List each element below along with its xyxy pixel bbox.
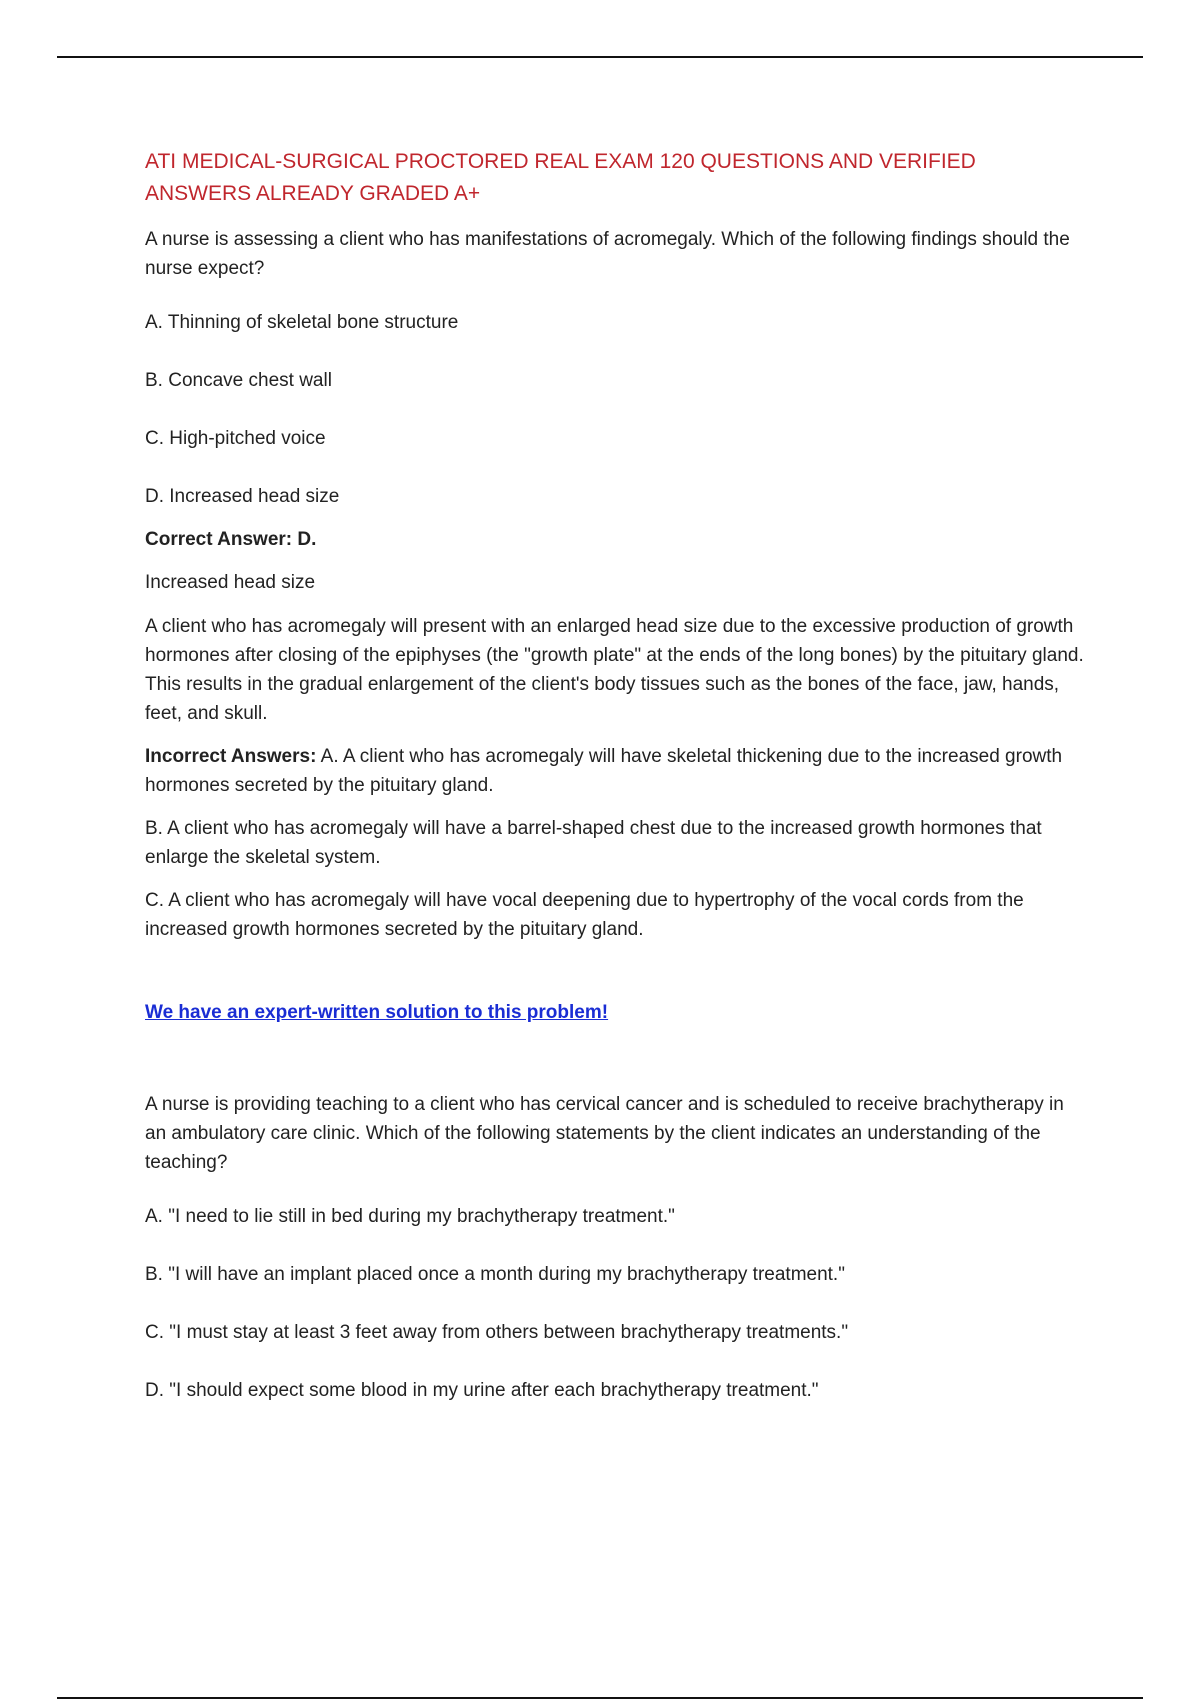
incorrect-answer-c: C. A client who has acromegaly will have vocal deepening due to hypertrophy of the vocal cords from the increased growth hormones secreted by the pituitary gland. xyxy=(145,890,1024,940)
rationale-paragraph: A client who has acromegaly will present with an enlarged head size due to the excessive production of growth hormones after closing of the epiphyses (the "growth plate" at the ends of the long bones) by the pituitary gland. This results in the gradual enlargement of the client's body tissues such as the bones of the face, jaw, hands, feet, and skull. xyxy=(145,616,1084,724)
solution-link-container xyxy=(145,998,1085,1027)
question-1-option-a: A. Thinning of skeletal bone structure xyxy=(145,312,459,333)
bottom-divider xyxy=(57,1697,1143,1699)
correct-answer-label: Correct Answer: D. xyxy=(145,529,317,550)
top-divider xyxy=(57,56,1143,58)
question-1-option-b: B. Concave chest wall xyxy=(145,370,332,391)
question-1-option-c: C. High-pitched voice xyxy=(145,428,326,449)
question-1-stem: A nurse is assessing a client who has manifestations of acromegaly. Which of the following findings should the nurse expect? xyxy=(145,229,1070,279)
question-2-option-b: B. "I will have an implant placed once a month during my brachytherapy treatment." xyxy=(145,1264,845,1285)
incorrect-answer-b: B. A client who has acromegaly will have a barrel-shaped chest due to the increased growth hormones that enlarge the skeletal system. xyxy=(145,818,1042,868)
incorrect-answer-a-text: A. A client who has acromegaly will have skeletal thickening due to the increased growth hormones secreted by the pituitary gland. xyxy=(145,746,1063,796)
incorrect-answer-a xyxy=(145,742,1085,800)
incorrect-answers-label: Incorrect Answers: xyxy=(145,746,317,767)
question-2-stem: A nurse is providing teaching to a client who has cervical cancer and is scheduled to receive brachytherapy in an ambulatory care clinic. Which of the following statements by the client indicates an understanding of the teaching? xyxy=(145,1094,1064,1173)
question-2-option-d: D. "I should expect some blood in my urine after each brachytherapy treatment." xyxy=(145,1380,819,1401)
question-1 xyxy=(145,225,1085,944)
document-title: ATI MEDICAL-SURGICAL PROCTORED REAL EXAM 120 QUESTIONS AND VERIFIED ANSWERS ALREADY GRADED A+ xyxy=(145,150,976,205)
expert-solution-link[interactable]: We have an expert-written solution to this problem! xyxy=(145,1002,609,1023)
question-2-option-a: A. "I need to lie still in bed during my brachytherapy treatment." xyxy=(145,1206,675,1227)
document-body xyxy=(145,146,1085,1434)
question-1-option-d: D. Increased head size xyxy=(145,486,340,507)
question-2-option-c: C. "I must stay at least 3 feet away from others between brachytherapy treatments." xyxy=(145,1322,849,1343)
correct-answer-text: Increased head size xyxy=(145,572,316,593)
question-2 xyxy=(145,1090,1085,1405)
